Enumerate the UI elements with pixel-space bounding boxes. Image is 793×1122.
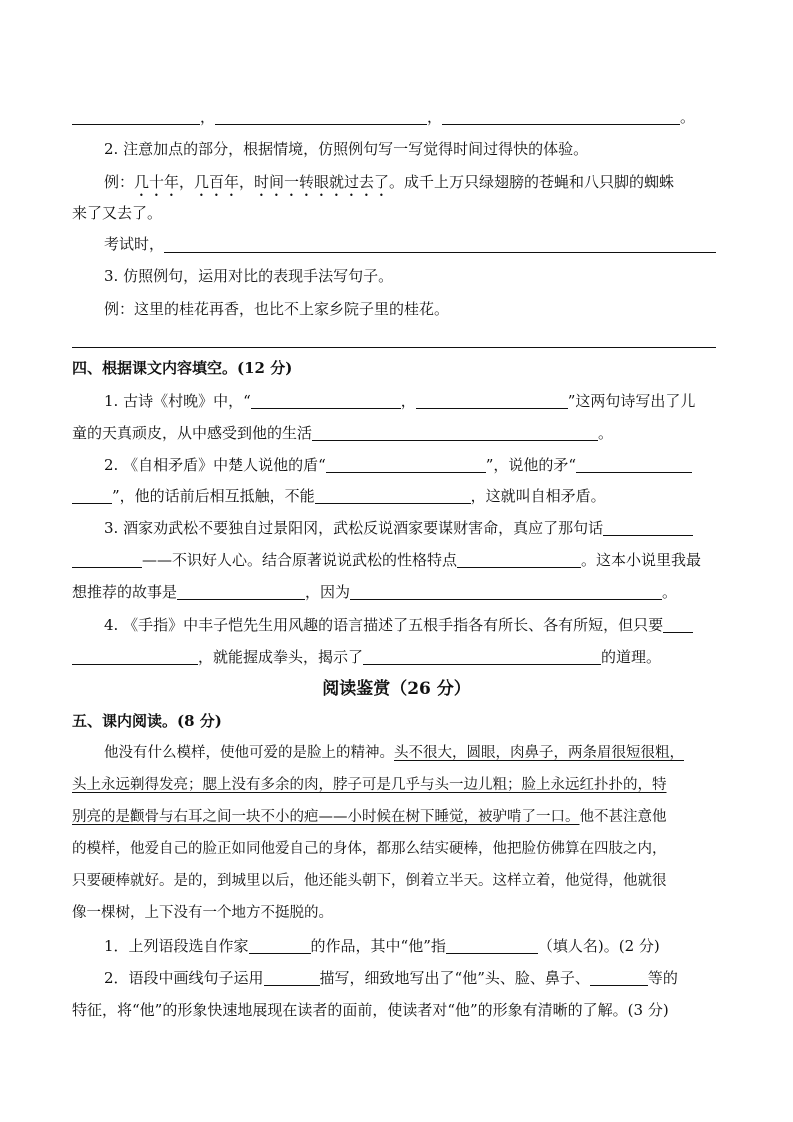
answer-blank[interactable] <box>663 616 693 633</box>
top-blanks-line: ， ， 。 <box>72 106 722 128</box>
question-4-2: 2. 《自相矛盾》中楚人说他的盾“ ”，说他的矛“ <box>104 454 722 476</box>
answer-blank[interactable] <box>326 456 486 473</box>
example-sentence-cont: 来了又去了。 <box>72 204 163 222</box>
end-mark: 。 <box>680 108 696 126</box>
answer-blank[interactable] <box>72 108 200 125</box>
dotted-phrase: 几十年，几百年，时间一转眼就过去了 <box>134 173 390 191</box>
question-4-4: 4. 《手指》中丰子恺先生用风趣的语言描述了五根手指各有所长、各有所短，但只要 <box>104 614 722 636</box>
question-4-2-cont: ”，他的话前后相互抵触，不能 ，这就叫自相矛盾。 <box>72 485 722 507</box>
answer-blank[interactable] <box>72 487 112 504</box>
answer-line[interactable] <box>164 252 716 253</box>
question-4-1: 1. 古诗《村晚》中，“ ， ”这两句诗写出了儿 <box>104 392 696 410</box>
answer-blank[interactable] <box>315 487 471 504</box>
example-sentence: 例：几十年，几百年，时间一转眼就过去了。成千上万只绿翅膀的苍蝇和八只脚的蜘蛛 <box>104 173 675 191</box>
passage-line-underlined: 头上永远剃得发亮；腮上没有多余的肉，脖子可是几乎与头一边儿粗；脸上永远红扑扑的，特 <box>72 777 667 793</box>
answer-blank[interactable] <box>215 108 427 125</box>
section-4-title: 四、根据课文内容填空。(12 分) <box>72 359 293 377</box>
answer-blank[interactable] <box>72 648 198 665</box>
reading-heading: 阅读鉴赏（26 分） <box>322 679 471 699</box>
answer-blank[interactable] <box>416 392 568 409</box>
section-5-title: 五、课内阅读。(8 分) <box>72 712 222 730</box>
answer-blank[interactable] <box>590 969 648 986</box>
passage-line: 他没有什么模样，使他可爱的是脸上的精神。头不很大，圆眼，肉鼻子，两条眉很短很粗， <box>104 745 684 761</box>
question-4-4-cont: ，就能握成拳头，揭示了 的道理。 <box>72 646 722 668</box>
answer-blank[interactable] <box>249 937 311 954</box>
example-sentence-3: 例：这里的桂花再香，也比不上家乡院子里的桂花。 <box>104 300 450 318</box>
answer-blank[interactable] <box>442 108 680 125</box>
answer-blank[interactable] <box>576 456 692 473</box>
answer-blank[interactable] <box>251 392 401 409</box>
answer-line[interactable] <box>72 347 716 348</box>
question-5-1: 1．上列语段选自作家 的作品，其中“他”指 （填人名)。(2 分) <box>104 937 660 955</box>
answer-blank[interactable] <box>72 551 142 568</box>
answer-blank[interactable] <box>350 583 662 600</box>
passage-line: 的模样，他爱自己的脸正如同他爱自己的身体，都那么结实硬棒，他把脸仿佛算在四肢之内， <box>72 841 667 857</box>
underlined-sentence: 别亮的是颧骨与右耳之间一块不小的疤——小时候在树下睡觉，被驴啃了一口。 <box>72 809 580 825</box>
passage-line: 像一棵树，上下没有一个地方不挺脱的。 <box>72 905 333 921</box>
answer-prompt: 考试时， <box>104 235 165 253</box>
answer-blank[interactable] <box>177 583 305 600</box>
question-4-3: 3. 酒家劝武松不要独自过景阳冈，武松反说酒家要谋财害命，真应了那句话 <box>104 517 722 539</box>
passage-line: 别亮的是颧骨与右耳之间一块不小的疤——小时候在树下睡觉，被驴啃了一口。他不甚注意他 <box>72 809 667 825</box>
question-3-3: 3. 仿照例句，运用对比的表现手法写句子。 <box>104 267 394 285</box>
question-5-2-cont: 特征，将“他”的形象快速地展现在读者的面前，使读者对“他”的形象有清晰的了解。(3 分) <box>72 1001 669 1019</box>
question-3-2: 2. 注意加点的部分，根据情境，仿照例句写一写觉得时间过得快的体验。 <box>104 140 589 158</box>
answer-blank[interactable] <box>446 937 538 954</box>
question-4-3-cont2: 想推荐的故事是 ，因为 。 <box>72 583 678 601</box>
underlined-sentence: 头不很大，圆眼，肉鼻子，两条眉很短很粗， <box>394 745 684 761</box>
answer-blank[interactable] <box>312 424 598 441</box>
answer-blank[interactable] <box>264 969 320 986</box>
question-4-1-cont: 童的天真顽皮，从中感受到他的生活 。 <box>72 424 614 442</box>
answer-blank[interactable] <box>457 551 581 568</box>
question-5-2: 2．语段中画线句子运用 描写，细致地写出了“他”头、脸、鼻子、 等的 <box>104 969 678 987</box>
passage-line: 只要硬棒就好。是的，到城里以后，他还能头朝下，倒着立半天。这样立着，他觉得，他就很 <box>72 873 667 889</box>
answer-blank[interactable] <box>603 519 693 536</box>
question-4-3-cont: ——不识好人心。结合原著说说武松的性格特点 。这本小说里我最 <box>72 549 722 571</box>
answer-blank[interactable] <box>363 648 601 665</box>
